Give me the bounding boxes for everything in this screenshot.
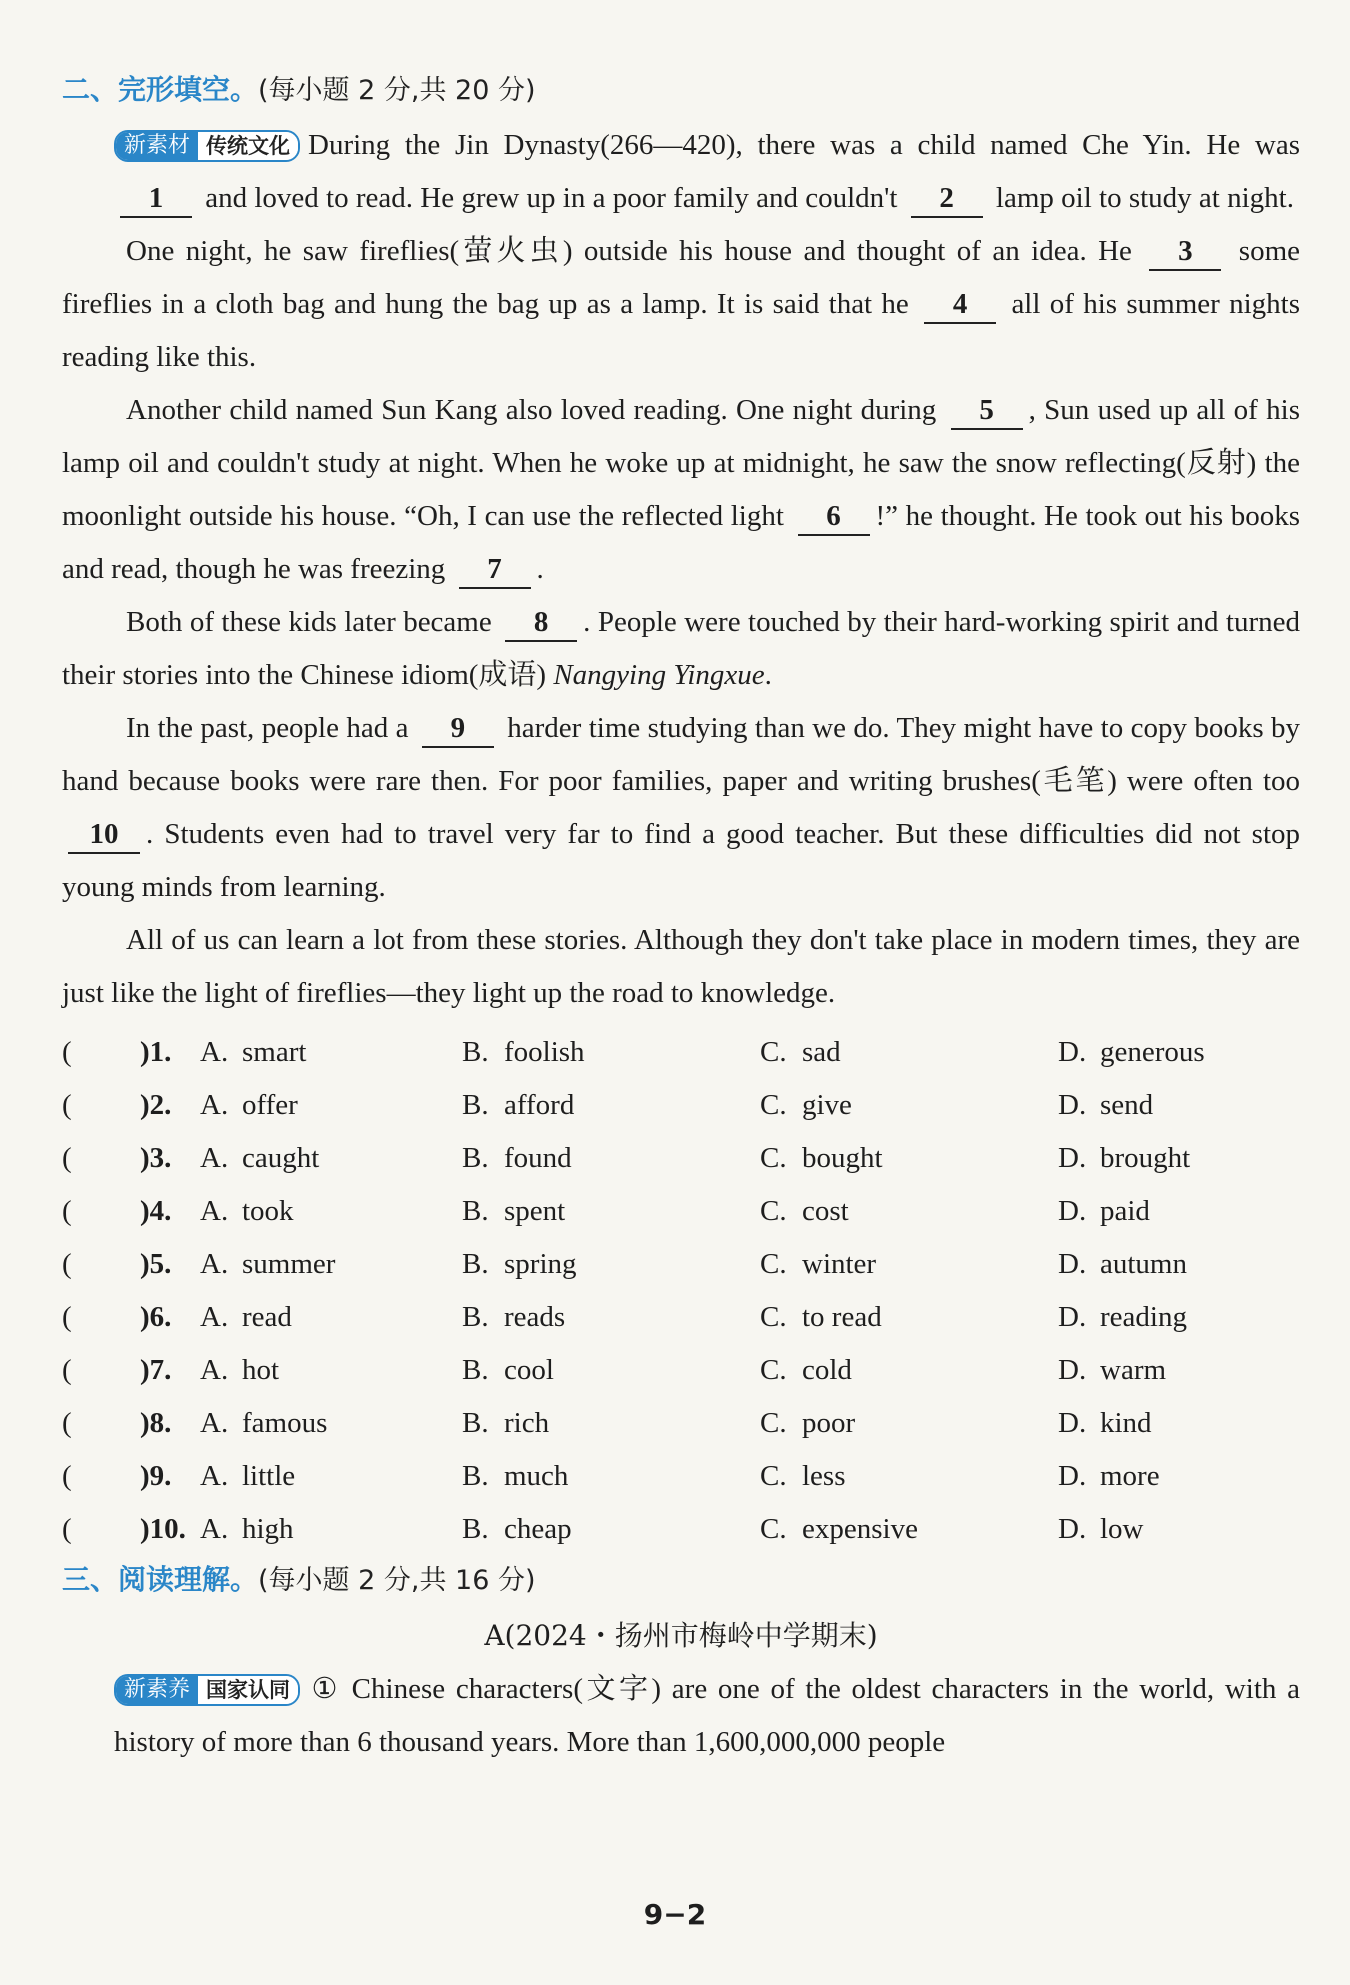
answer-paren[interactable]: ( bbox=[62, 1354, 72, 1386]
answer-paren[interactable]: ( bbox=[62, 1248, 72, 1280]
option-letter: B. bbox=[462, 1407, 489, 1439]
option-text: poor bbox=[802, 1407, 856, 1439]
answer-paren[interactable]: ( bbox=[62, 1089, 72, 1121]
option-text: warm bbox=[1100, 1354, 1167, 1386]
option-b[interactable] bbox=[462, 1354, 760, 1387]
question-row bbox=[62, 1079, 1300, 1132]
passage-text: Both of these kids later became bbox=[126, 606, 492, 638]
passage-text: In the past, people had a bbox=[126, 712, 409, 744]
option-text: foolish bbox=[504, 1036, 585, 1068]
option-letter: C. bbox=[760, 1089, 787, 1121]
option-letter: B. bbox=[462, 1460, 489, 1492]
option-text: expensive bbox=[802, 1513, 918, 1545]
option-a[interactable] bbox=[200, 1354, 462, 1387]
option-text: cold bbox=[802, 1354, 852, 1386]
passage-paragraph-1 bbox=[62, 119, 1300, 225]
section-2-heading bbox=[62, 70, 1300, 111]
question-number: )3. bbox=[140, 1142, 172, 1174]
answer-paren[interactable]: ( bbox=[62, 1142, 72, 1174]
passage-paragraph-4 bbox=[62, 596, 1300, 702]
option-letter: B. bbox=[462, 1354, 489, 1386]
option-text: less bbox=[802, 1460, 846, 1492]
tag-label-national-identity: 国家认同 bbox=[198, 1676, 298, 1704]
option-letter: A. bbox=[200, 1036, 229, 1068]
idiom-text: Nangying Yingxue bbox=[553, 659, 765, 691]
question-row bbox=[62, 1238, 1300, 1291]
passage-text: some fireflies in a cloth bag and hung the bag up as a lamp. It is said that he bbox=[62, 235, 1300, 320]
option-a[interactable] bbox=[200, 1195, 462, 1228]
option-letter: D. bbox=[1058, 1301, 1087, 1333]
passage-text: . bbox=[764, 659, 772, 691]
option-letter: A. bbox=[200, 1354, 229, 1386]
question-number: )5. bbox=[140, 1248, 172, 1280]
answer-paren[interactable]: ( bbox=[62, 1407, 72, 1439]
tag-label-new-literacy: 新素养 bbox=[116, 1676, 198, 1704]
answer-paren[interactable]: ( bbox=[62, 1036, 72, 1068]
passage-text: . Students even had to travel very far to find a good teacher. But these difficulties did not stop young minds from learning. bbox=[62, 818, 1300, 903]
blank-4[interactable]: 4 bbox=[924, 286, 996, 324]
option-text: took bbox=[242, 1195, 294, 1227]
page-number: 9−2 bbox=[643, 1898, 707, 1931]
option-letter: A. bbox=[200, 1460, 229, 1492]
option-letter: C. bbox=[760, 1354, 787, 1386]
question-row bbox=[62, 1450, 1300, 1503]
option-letter: A. bbox=[200, 1301, 229, 1333]
option-letter: A. bbox=[200, 1195, 229, 1227]
option-letter: C. bbox=[760, 1248, 787, 1280]
option-text: spring bbox=[504, 1248, 577, 1280]
option-b[interactable] bbox=[462, 1460, 760, 1493]
option-text: read bbox=[242, 1301, 292, 1333]
option-c[interactable] bbox=[760, 1354, 1058, 1387]
option-text: afford bbox=[504, 1089, 575, 1121]
option-a[interactable] bbox=[200, 1089, 462, 1122]
option-text: cool bbox=[504, 1354, 554, 1386]
question-row bbox=[62, 1344, 1300, 1397]
option-letter: D. bbox=[1058, 1036, 1087, 1068]
option-text: caught bbox=[242, 1142, 320, 1174]
option-d[interactable] bbox=[1058, 1036, 1298, 1069]
option-text: low bbox=[1100, 1513, 1144, 1545]
blank-3[interactable]: 3 bbox=[1149, 233, 1221, 271]
option-text: paid bbox=[1100, 1195, 1150, 1227]
option-b[interactable] bbox=[462, 1301, 760, 1334]
passage-paragraph-2 bbox=[62, 225, 1300, 384]
question-number: )8. bbox=[140, 1407, 172, 1439]
option-text: brought bbox=[1100, 1142, 1191, 1174]
option-letter: D. bbox=[1058, 1089, 1087, 1121]
question-row bbox=[62, 1291, 1300, 1344]
option-letter: C. bbox=[760, 1036, 787, 1068]
option-letter: D. bbox=[1058, 1513, 1087, 1545]
question-row bbox=[62, 1185, 1300, 1238]
option-a[interactable] bbox=[200, 1460, 462, 1493]
section-3-scoring: (每小题 2 分,共 16 分) bbox=[258, 1565, 536, 1596]
option-letter: A. bbox=[200, 1089, 229, 1121]
option-letter: D. bbox=[1058, 1460, 1087, 1492]
passage-text: One night, he saw fireflies(萤火虫) outside his house and thought of an idea. He bbox=[126, 235, 1132, 267]
question-number: )9. bbox=[140, 1460, 172, 1492]
option-text: found bbox=[504, 1142, 572, 1174]
option-c[interactable] bbox=[760, 1460, 1058, 1493]
option-c[interactable] bbox=[760, 1142, 1058, 1175]
option-c[interactable] bbox=[760, 1301, 1058, 1334]
reading-paragraph-1 bbox=[62, 1663, 1300, 1769]
option-letter: B. bbox=[462, 1089, 489, 1121]
passage-paragraph-6: All of us can learn a lot from these stories. Although they don't take place in modern times, they are just like the light of fireflies—they light up the road to knowledge. bbox=[62, 924, 1300, 1009]
answer-paren[interactable]: ( bbox=[62, 1460, 72, 1492]
option-letter: C. bbox=[760, 1407, 787, 1439]
option-c[interactable] bbox=[760, 1513, 1058, 1546]
option-c[interactable] bbox=[760, 1248, 1058, 1281]
answer-paren[interactable]: ( bbox=[62, 1513, 72, 1545]
option-text: more bbox=[1100, 1460, 1160, 1492]
question-number: )2. bbox=[140, 1089, 172, 1121]
option-letter: D. bbox=[1058, 1407, 1087, 1439]
passage-text: and loved to read. He grew up in a poor family and couldn't bbox=[205, 182, 898, 214]
option-letter: B. bbox=[462, 1195, 489, 1227]
option-letter: D. bbox=[1058, 1248, 1087, 1280]
option-text: send bbox=[1100, 1089, 1154, 1121]
section-2-scoring: (每小题 2 分,共 20 分) bbox=[258, 75, 536, 106]
option-letter: C. bbox=[760, 1460, 787, 1492]
passage-text: . People were touched by their hard-working spirit and turned their stories into the Chinese idiom(成语) bbox=[62, 606, 1300, 691]
option-d[interactable] bbox=[1058, 1407, 1298, 1440]
option-text: hot bbox=[242, 1354, 280, 1386]
blank-8[interactable]: 8 bbox=[505, 604, 577, 642]
passage-text: , Sun used up all of his lamp oil and couldn't study at night. When he woke up at midnight, he saw the snow reflecting(反射) the moonlight outside his house. “Oh, I can use the reflected light bbox=[62, 394, 1300, 532]
option-a[interactable] bbox=[200, 1513, 462, 1546]
blank-7[interactable]: 7 bbox=[459, 551, 531, 589]
option-b[interactable] bbox=[462, 1142, 760, 1175]
answer-paren[interactable]: ( bbox=[62, 1301, 72, 1333]
blank-9[interactable]: 9 bbox=[422, 710, 494, 748]
passage-paragraph-3 bbox=[62, 384, 1300, 596]
blank-10[interactable]: 10 bbox=[68, 816, 140, 854]
answer-paren[interactable]: ( bbox=[62, 1195, 72, 1227]
passage-text: !” he thought. He took out his books and read, though he was freezing bbox=[62, 500, 1301, 585]
option-letter: B. bbox=[462, 1036, 489, 1068]
option-b[interactable] bbox=[462, 1089, 760, 1122]
option-b[interactable] bbox=[462, 1248, 760, 1281]
blank-6[interactable]: 6 bbox=[798, 498, 870, 536]
option-letter: A. bbox=[200, 1248, 229, 1280]
option-text: autumn bbox=[1100, 1248, 1187, 1280]
option-text: famous bbox=[242, 1407, 328, 1439]
option-text: much bbox=[504, 1460, 569, 1492]
question-number: )6. bbox=[140, 1301, 172, 1333]
option-b[interactable] bbox=[462, 1195, 760, 1228]
option-letter: B. bbox=[462, 1513, 489, 1545]
passage-paragraph-5 bbox=[62, 702, 1300, 914]
question-number: )4. bbox=[140, 1195, 172, 1227]
option-letter: A. bbox=[200, 1142, 229, 1174]
option-text: cost bbox=[802, 1195, 849, 1227]
option-text: bought bbox=[802, 1142, 883, 1174]
option-text: offer bbox=[242, 1089, 298, 1121]
option-letter: B. bbox=[462, 1248, 489, 1280]
passage-text: . bbox=[536, 553, 544, 585]
option-text: smart bbox=[242, 1036, 307, 1068]
option-text: spent bbox=[504, 1195, 566, 1227]
option-letter: D. bbox=[1058, 1142, 1087, 1174]
passage-text: lamp oil to study at night. bbox=[995, 182, 1294, 214]
option-a[interactable] bbox=[200, 1036, 462, 1069]
question-number: )7. bbox=[140, 1354, 172, 1386]
reading-text: ① Chinese characters(文字) are one of the oldest characters in the world, with a history of more than 6 thousand years. More than 1,600,000,000 people bbox=[114, 1673, 1300, 1758]
option-d[interactable] bbox=[1058, 1142, 1298, 1175]
section-3-title: 三、阅读理解。 bbox=[62, 1563, 259, 1596]
question-number: )10. bbox=[140, 1513, 186, 1545]
option-d[interactable] bbox=[1058, 1089, 1298, 1122]
section-3-heading bbox=[62, 1560, 1300, 1601]
blank-2[interactable]: 2 bbox=[911, 180, 983, 218]
option-b[interactable] bbox=[462, 1036, 760, 1069]
passage-text: all of his summer nights reading like this. bbox=[62, 288, 1300, 373]
option-c[interactable] bbox=[760, 1089, 1058, 1122]
option-text: little bbox=[242, 1460, 296, 1492]
question-row bbox=[62, 1026, 1300, 1079]
option-d[interactable] bbox=[1058, 1301, 1298, 1334]
option-text: cheap bbox=[504, 1513, 572, 1545]
option-d[interactable] bbox=[1058, 1195, 1298, 1228]
tag-label-new-material: 新素材 bbox=[116, 132, 198, 160]
option-letter: C. bbox=[760, 1142, 787, 1174]
option-letter: C. bbox=[760, 1301, 787, 1333]
option-text: rich bbox=[504, 1407, 550, 1439]
option-letter: B. bbox=[462, 1301, 489, 1333]
option-letter: B. bbox=[462, 1142, 489, 1174]
passage-text: During the Jin Dynasty(266—420), there was a child named Che Yin. He was bbox=[308, 129, 1300, 161]
option-text: summer bbox=[242, 1248, 336, 1280]
option-d[interactable] bbox=[1058, 1460, 1298, 1493]
option-b[interactable] bbox=[462, 1407, 760, 1440]
option-a[interactable] bbox=[200, 1407, 462, 1440]
option-c[interactable] bbox=[760, 1195, 1058, 1228]
option-d[interactable] bbox=[1058, 1248, 1298, 1281]
option-d[interactable] bbox=[1058, 1354, 1298, 1387]
option-a[interactable] bbox=[200, 1142, 462, 1175]
option-text: to read bbox=[802, 1301, 882, 1333]
question-number: )1. bbox=[140, 1036, 172, 1068]
option-letter: D. bbox=[1058, 1354, 1087, 1386]
option-d[interactable] bbox=[1058, 1513, 1298, 1546]
option-text: reads bbox=[504, 1301, 566, 1333]
reading-a-subheading: A(2024・扬州市梅岭中学期末) bbox=[484, 1619, 878, 1652]
option-b[interactable] bbox=[462, 1513, 760, 1546]
option-text: generous bbox=[1100, 1036, 1205, 1068]
question-row bbox=[62, 1132, 1300, 1185]
tag-label-culture: 传统文化 bbox=[198, 132, 298, 160]
option-text: sad bbox=[802, 1036, 841, 1068]
question-row bbox=[62, 1397, 1300, 1450]
option-letter: A. bbox=[200, 1407, 229, 1439]
option-text: high bbox=[242, 1513, 294, 1545]
option-text: winter bbox=[802, 1248, 877, 1280]
option-c[interactable] bbox=[760, 1407, 1058, 1440]
option-text: reading bbox=[1100, 1301, 1187, 1333]
question-options-list bbox=[62, 1026, 1300, 1556]
option-letter: A. bbox=[200, 1513, 229, 1545]
blank-1[interactable]: 1 bbox=[120, 180, 192, 218]
section-2-title: 二、完形填空。 bbox=[62, 73, 259, 106]
new-material-tag bbox=[114, 130, 300, 162]
option-letter: C. bbox=[760, 1195, 787, 1227]
option-letter: D. bbox=[1058, 1195, 1087, 1227]
question-row bbox=[62, 1503, 1300, 1556]
blank-5[interactable]: 5 bbox=[951, 392, 1023, 430]
option-a[interactable] bbox=[200, 1301, 462, 1334]
option-a[interactable] bbox=[200, 1248, 462, 1281]
option-c[interactable] bbox=[760, 1036, 1058, 1069]
new-literacy-tag bbox=[114, 1674, 300, 1706]
passage-text: Another child named Sun Kang also loved reading. One night during bbox=[126, 394, 937, 426]
option-text: give bbox=[802, 1089, 852, 1121]
option-letter: C. bbox=[760, 1513, 787, 1545]
passage-text: harder time studying than we do. They might have to copy books by hand because books were rare then. For poor families, paper and writing brushes(毛笔) were often too bbox=[62, 712, 1301, 797]
option-text: kind bbox=[1100, 1407, 1152, 1439]
